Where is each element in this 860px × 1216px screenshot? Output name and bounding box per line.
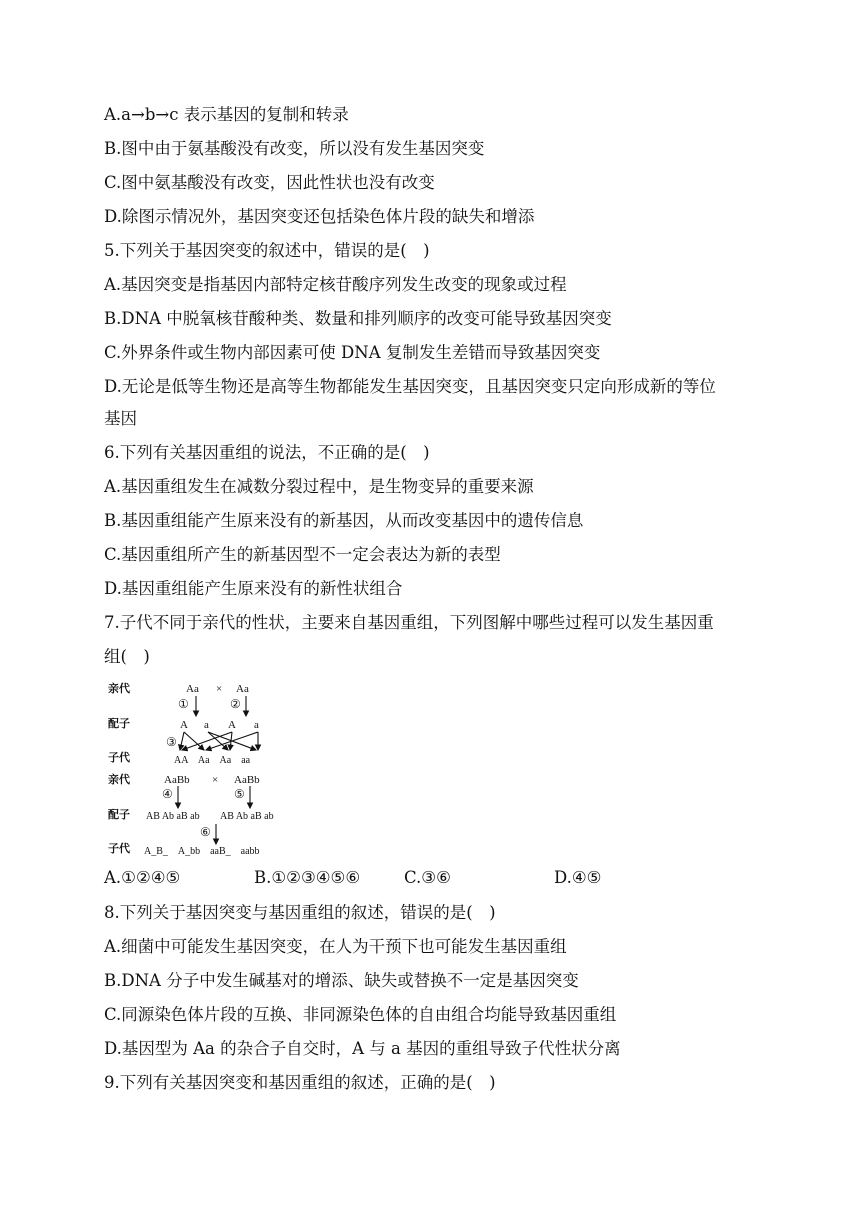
text-line: A.a→b→c 表示基因的复制和转录 [104,105,349,124]
text-line: B.基因重组能产生原来没有的新基因，从而改变基因中的遗传信息 [104,511,584,530]
offspring-genotypes: AA Aa Aa aa [174,755,251,766]
step-label: ⑥ [200,825,211,839]
step-label: ① [178,697,189,711]
parent-genotype: Aa [236,683,249,695]
row-label: 配子 [108,718,130,730]
cross-symbol: × [216,683,223,695]
text-line: D.基因重组能产生原来没有的新性状组合 [104,579,403,598]
text-line: A.基因突变是指基因内部特定核苷酸序列发生改变的现象或过程 [104,275,567,294]
question-9: 9.下列有关基因突变和基因重组的叙述，正确的是( ) [104,1073,496,1092]
question-6: 6.下列有关基因重组的说法，不正确的是( ) [104,443,430,462]
text-line: D.除图示情况外，基因突变还包括染色体片段的缺失和增添 [104,207,535,226]
cross-symbol: × [212,774,219,786]
text-line: B.DNA 中脱氧核苷酸种类、数量和排列顺序的改变可能导致基因突变 [104,309,612,328]
gametes-right: AB Ab aB ab [220,811,274,822]
parent-genotype: AaBb [164,774,190,786]
step-label: ③ [166,735,177,749]
option-b: B.①②③④⑤⑥ [254,868,361,887]
row-label: 配子 [108,809,130,821]
text-line: C.图中氨基酸没有改变，因此性状也没有改变 [104,173,435,192]
row-label: 子代 [108,843,130,855]
row-label: 子代 [108,752,130,764]
genetic-cross-diagram [100,676,310,860]
step-label: ② [230,697,241,711]
text-line: B.图中由于氨基酸没有改变，所以没有发生基因突变 [104,139,485,158]
row-label: 亲代 [108,683,130,695]
parent-genotype: Aa [186,683,199,695]
gamete: A [180,719,188,731]
row-label: 亲代 [108,774,130,786]
step-label: ⑤ [234,787,245,801]
step-label: ④ [162,787,173,801]
question-5: 5.下列关于基因突变的叙述中，错误的是( ) [104,241,430,260]
parent-genotype: AaBb [234,774,260,786]
text-line: A.细菌中可能发生基因突变，在人为干预下也可能发生基因重组 [104,937,567,956]
text-line: C.外界条件或生物内部因素可使 DNA 复制发生差错而导致基因突变 [104,343,601,362]
question-7-options [104,868,764,890]
text-line: D.无论是低等生物还是高等生物都能发生基因突变，且基因突变只定向形成新的等位 [104,377,716,396]
text-line: B.DNA 分子中发生碱基对的增添、缺失或替换不一定是基因突变 [104,971,579,990]
question-8: 8.下列关于基因突变与基因重组的叙述，错误的是( ) [104,903,496,922]
text-line: C.基因重组所产生的新基因型不一定会表达为新的表型 [104,545,501,564]
text-line: A.基因重组发生在减数分裂过程中，是生物变异的重要来源 [104,477,534,496]
text-line: 组( ) [104,647,150,666]
gamete: A [228,719,236,731]
text-line: D.基因型为 Aa 的杂合子自交时，A 与 a 基因的重组导致子代性状分离 [104,1039,621,1058]
text-line: C.同源染色体片段的互换、非同源染色体的自由组合均能导致基因重组 [104,1005,617,1024]
option-c: C.③⑥ [404,868,451,887]
option-d: D.④⑤ [554,868,602,887]
question-7: 7.子代不同于亲代的性状，主要来自基因重组，下列图解中哪些过程可以发生基因重 [104,613,714,632]
gamete: a [204,719,209,731]
option-a: A.①②④⑤ [104,868,181,887]
offspring-phenotypes: A_B_ A_bb aaB_ aabb [144,846,260,857]
gametes-left: AB Ab aB ab [146,811,200,822]
text-line: 基因 [104,409,137,428]
gamete: a [254,719,259,731]
